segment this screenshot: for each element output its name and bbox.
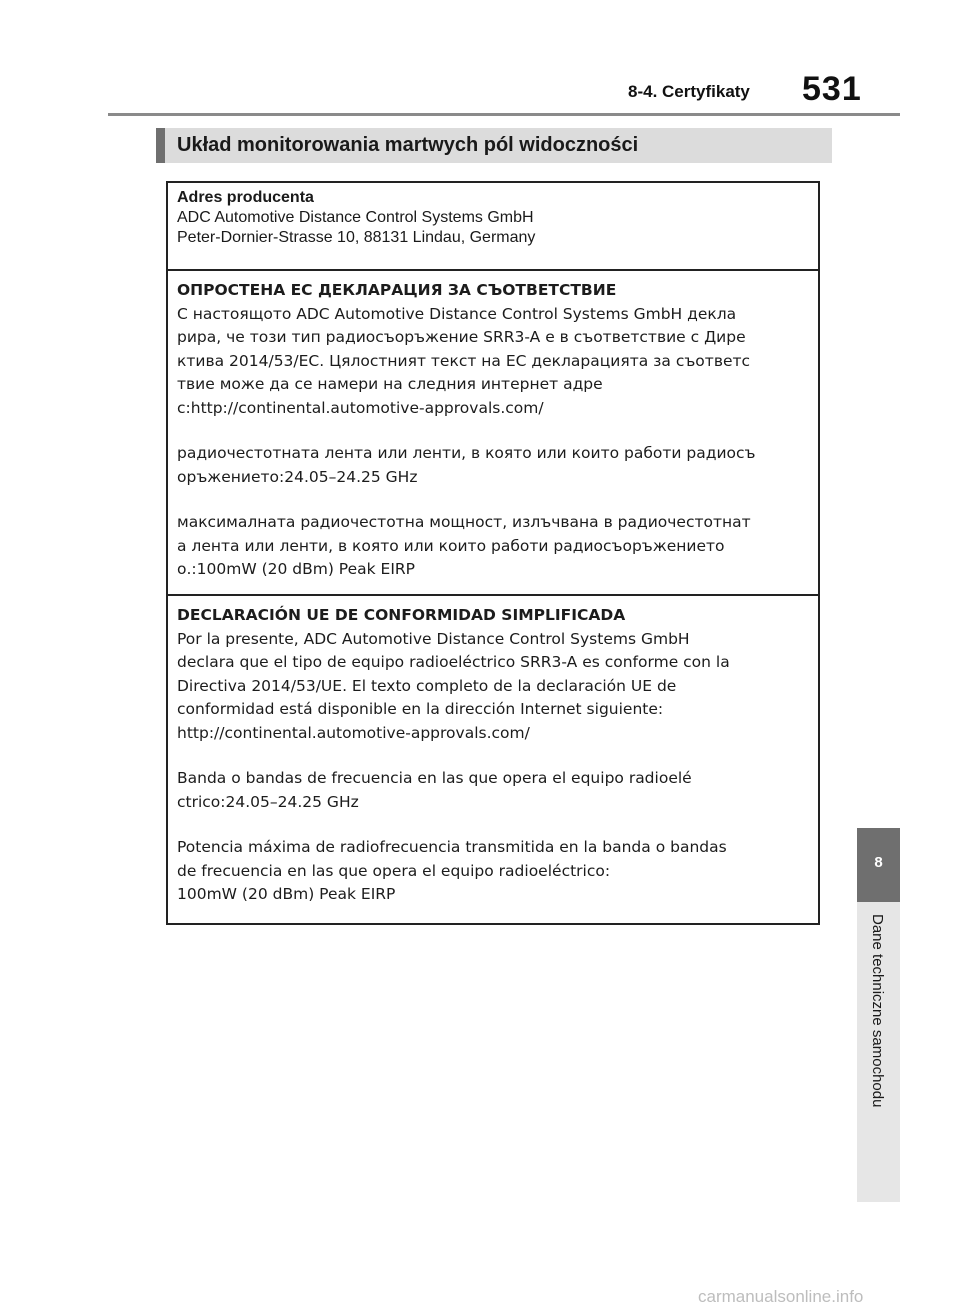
spanish-line: Directiva 2014/53/UE. El texto completo de la declaración UE de <box>177 676 677 695</box>
chapter-label: Dane techniczne samochodu <box>869 914 886 1108</box>
manufacturer-heading: Adres producenta <box>177 189 314 206</box>
spanish-line: conformidad está disponible en la dirección Internet siguiente: <box>177 700 664 718</box>
bulgarian-title: ОПРОСТЕНА ЕС ДЕКЛАРАЦИЯ ЗА СЪОТВЕТСТВИЕ <box>177 281 617 299</box>
bulgarian-frequency-line: радиочестотната лента или ленти, в която или които работи радиосъ <box>177 444 756 462</box>
spanish-frequency-line: Banda o bandas de frecuencia en las que opera el equipo radioelé <box>177 769 692 787</box>
header-section-label: 8-4. Certyfikaty <box>628 82 750 101</box>
spanish-power-line: Potencia máxima de radiofrecuencia transmitida en la banda o bandas <box>177 838 727 856</box>
chapter-number: 8 <box>874 854 883 871</box>
bulgarian-line: С настоящото ADC Automotive Distance Control Systems GmbH декла <box>177 304 737 323</box>
chapter-tab[interactable] <box>857 828 900 902</box>
bulgarian-line: твие може да се намери на следния интернет адре <box>177 375 603 393</box>
bulgarian-power-line: а лента или ленти, в която или които работи радиосъоръжението <box>177 536 725 555</box>
spanish-frequency-line: ctrico:24.05–24.25 GHz <box>177 792 359 811</box>
spanish-line: http://continental.automotive-approvals.com/ <box>177 723 530 742</box>
manufacturer-address: Peter-Dornier-Strasse 10, 88131 Lindau, Germany <box>177 229 536 246</box>
bulgarian-power-line: о.:100mW (20 dBm) Peak EIRP <box>177 560 416 578</box>
bulgarian-declaration-cell <box>168 271 818 596</box>
spacer <box>177 420 810 442</box>
spacer <box>177 745 810 767</box>
bulgarian-line: рира, че този тип радиосъоръжение SRR3-A е в съответствие с Дире <box>177 328 746 346</box>
section-title-band <box>156 128 832 163</box>
declaration-box <box>166 181 820 925</box>
spanish-declaration-cell <box>168 596 818 925</box>
manufacturer-cell <box>168 183 818 271</box>
spanish-line: declara que el tipo de equipo radioeléctrico SRR3-A es conforme con la <box>177 653 730 671</box>
spanish-power-line: de frecuencia en las que opera el equipo radioeléctrico: <box>177 861 611 880</box>
manufacturer-name: ADC Automotive Distance Control Systems GmbH <box>177 209 534 226</box>
section-title: Układ monitorowania martwych pól widoczności <box>177 134 639 156</box>
spanish-line: Por la presente, ADC Automotive Distance Control Systems GmbH <box>177 629 690 648</box>
spacer <box>177 489 810 511</box>
page-number: 531 <box>802 70 862 108</box>
bulgarian-frequency-line: оръжението:24.05–24.25 GHz <box>177 467 418 486</box>
bulgarian-line: ктива 2014/53/ЕС. Цялостният текст на ЕС декларацията за съответс <box>177 351 751 370</box>
header-divider <box>108 113 900 116</box>
bulgarian-power-line: максималната радиочестотна мощност, излъчвана в радиочестотнат <box>177 513 751 531</box>
watermark: carmanualsonline.info <box>698 1287 864 1306</box>
bulgarian-line: с:http://continental.automotive-approvals.com/ <box>177 398 544 417</box>
chapter-label-tab <box>857 902 900 1202</box>
spanish-title: DECLARACIÓN UE DE CONFORMIDAD SIMPLIFICADA <box>177 606 626 624</box>
spanish-power-line: 100mW (20 dBm) Peak EIRP <box>177 885 396 903</box>
spacer <box>177 814 810 836</box>
